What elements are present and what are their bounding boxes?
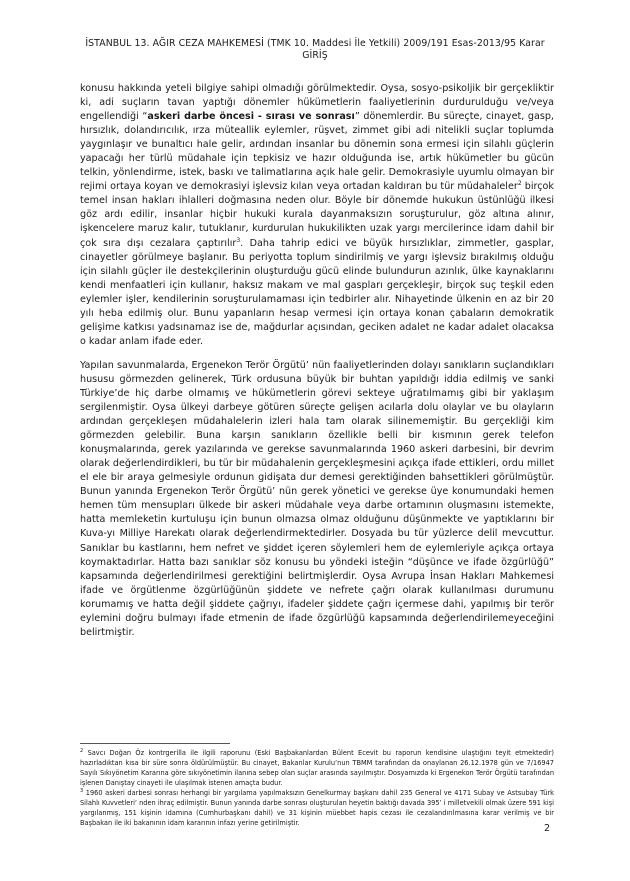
paragraph-1-text-b: ” dönemlerdir. Bu süreçte, cinayet, gasp, hırsızlık, dolandırıcılık, ırza müteallik eylemler, rüşvet, zimmet gibi adi nitelikli suçlar toplumda yaygınlaşır ve bunaltıcı hale gelir, ardından insanlar bu dönemin sona ermesi için silahlı güçlerin yapacağı her türlü müdahale için tepkisiz ve hazır olduğunda ise, artık hükümetler bu gücün telkin, yönlendirme, istek, baskı ve talimatlarına açık hale gelir. Demokrasiyle uyumlu olmayan bir rejimi ortaya koyan ve demokrasiyi işlevsiz kılan veya ortadan kaldıran bu tür müdahaleler — [80, 111, 554, 193]
paragraph-1-text-d: . Daha tahrip edici ve büyük hırsızlıklar, zimmetler, gasplar, cinayetler görülmeye başlanır. Bu periyotta toplum sindirilmiş ve yargı işlevsiz bırakılmış olduğu için silahlı güçler ile destekçilerinin oluşturduğu gücü elinde bulundurun azınlık, ülke kaynaklarını kendi menfaatleri için kullanır, haksız makam ve mal gaspları gerçekleşir, birçok suç teşkil eden eylemler işler, kendilerinin soruşturulamaması için tedbirler alır. Nihayetinde ülkenin en az bir 20 yılı heba edilmiş olur. Bunu yapanların hesap vermesi için ortaya konan çabaların demokratik gelişime katkısı yadsınamaz ise de, mağdurlar açısından, geciken adalet ne kadar adalet olacaksa o kadar anlam ifade eder. — [80, 237, 554, 347]
footnote-2 — [80, 748, 554, 788]
footnote-2-mark: 2 — [80, 747, 84, 754]
footnote-3-text: 1960 askeri darbesi sonrası herhangi bir yargılama yapılmaksızın Genelkurmay başkanı dahil 235 General ve 4171 Subay ve Astsubay Türk Silahlı Kuvvetleri’ nden ihraç edilmiştir. Bunun yanında darbe sonrası oluşturulan heyetin baktığı davada 395’ i milletvekili olmak üzere 591 kişi yargılanmış, 151 kişinin idamına (Cumhurbaşkanı dahil) ve 31 kişinin müebbet hapis cezası ile cezalandırılmasına karar verilmiş ve bir Başbakan ile iki bakanının idam kararının infazı yerine getirilmiştir. — [80, 789, 554, 827]
page-header — [60, 38, 570, 62]
paragraph-2-text-b: Oysa ülkeyi darbeye götüren süreçte gelişen acılarla dolu olaylar ve bu olayların ardından gerçekleşen müdahalelerin izleri hala tam olarak silinememiştir. Bu gerçekliği kim görmezden gelebilir. Buna karşın sanıkların özellikle belli bir kısmının gerek telefon konuşmalarında, gerek yazılarında ve gerekse savunmalarında 1960 askeri darbesini, bir devrim olarak değerlendirdikleri, bu tür bir müdahalenin gerçekleşmesini açıkça ifade ettikleri, ordu millet el ele bir araya gelmesiyle ordunun gidişata dur demesi gerektiğinden bahsettikleri görülmüştür. Bunun yanında Ergenekon Terör Örgütü’ nün gerek yönetici ve gerekse üye konumundaki hemen hemen tüm mensupları ülkede bir askeri müdahale veya darbe ortamının oluşmasını istemekte, hatta memleketin kurtuluşu için bunun olmazsa olmaz olduğunu düşünmekte ve yaptıklarını bir Kuva-yı Milliye Harekatı olarak değerlendirmektedirler. Dosyada bu tür yüzlerce delil mevcuttur. Sanıklar bu kastlarını, hem nefret ve şiddet içeren söylemleri hem de eylemleriyle açıkça ortaya koymaktadırlar. Hatta bazı sanıklar söz konusu bu yöndeki isteğin “düşünce ve ifade özgürlüğü” kapsamında değerlendirilmesi gerektiğini belirtmişlerdir. Oysa Avrupa İnsan Hakları Mahkemesi ifade ve örgütlenme özgürlüğünün şiddete ve nefrete çağrı olarak kullanılması durumunu korumamış ve hatta değil şiddete çağrıyı, ifadeler şiddete çağrı içermese dahi, yapılmış bir terör eylemini doğru bulmayı ifade etmenin de ifade özgürlüğü kapsamında değerlendirilemeyeceğini belirtmiştir. — [80, 402, 554, 638]
footnote-3 — [80, 788, 554, 828]
paragraph-1-text-a: konusu hakkında yeteli bilgiye sahipi olmadığı görülmektedir. Oysa, sosyo-psikoljik bir gerçekliktir ki, adi suçların tavan yaptığı dönemler hükümetlerin faaliyetlerinin durdurulduğu ve/veya engellendiği “ — [80, 83, 554, 123]
footnote-2-text: Savcı Doğan Öz kontrgerilla ile ilgili raporunu (Eski Başbakanlardan Bülent Ecevit bu raporun kendisine ulaştığını teyit etmektedir) hazırladıktan kısa bir süre sonra öldürülmüştür. Bu cinayet, Bakanlar Kurulu’nun TBMM tarafından da onaylanan 26.12.1978 gün ve 7/16947 Sayılı Sıkıyönetim Kararına göre sıkıyönetimin ilanına sebep olan suçlar arasında sayılmıştır. Dosyamızda ki Ergenekon Terör Örgütü tarafından işlenen Danıştay cinayeti ile ulaşılmak istenen amaçta budur. — [80, 749, 554, 787]
header-court-title: İSTANBUL 13. AĞIR CEZA MAHKEMESİ (TMK 10. Maddesi İle Yetkili) 2009/191 Esas-2013/95 Karar — [85, 38, 545, 49]
paragraph-1 — [80, 82, 554, 349]
footnote-ref-2[interactable]: 2 — [517, 180, 522, 188]
footnote-ref-3[interactable]: 3 — [236, 236, 241, 244]
paragraph-1-bold-phrase: askeri darbe öncesi - sırası ve sonrası — [147, 111, 355, 123]
footnote-3-mark: 3 — [80, 787, 84, 794]
paragraph-2 — [80, 359, 554, 640]
footnote-divider — [80, 743, 230, 744]
page-number: 2 — [544, 823, 551, 834]
footnotes — [80, 748, 554, 828]
paragraph-1-text-c: birçok temel insan hakları ihlalleri doğmasına neden olur. Böyle bir dönemde hukukun üstünlüğü ilkesi göz ardı edilir, insanlar hiçbir hukuki kurala dayanmaksızın soruşturulur, göz altına alınır, işkencelere maruz kalır, tutuklanır, kurdurulan hukukilikten uzak yargı mercilerince idam dahil bir çok sıra dışı cezalara çaptırılır — [80, 181, 554, 249]
paragraph-2-text-a: Yapılan savunmalarda, Ergenekon Terör Örgütü’ nün faaliyetlerinden dolayı sanıkların suçlandıkları hususu görmezden gelinerek, Türk ordusuna büyük bir buhtan yapıldığı iddia edilmiş ve sanki Türkiye’de hiç darbe olmamış ve hükümetlerin görevi sekteye uğratılmamış gibi bir yaklaşım sergilenmiştir. — [80, 359, 554, 414]
header-section-title: GİRİŞ — [302, 50, 328, 61]
document-body — [80, 82, 554, 650]
